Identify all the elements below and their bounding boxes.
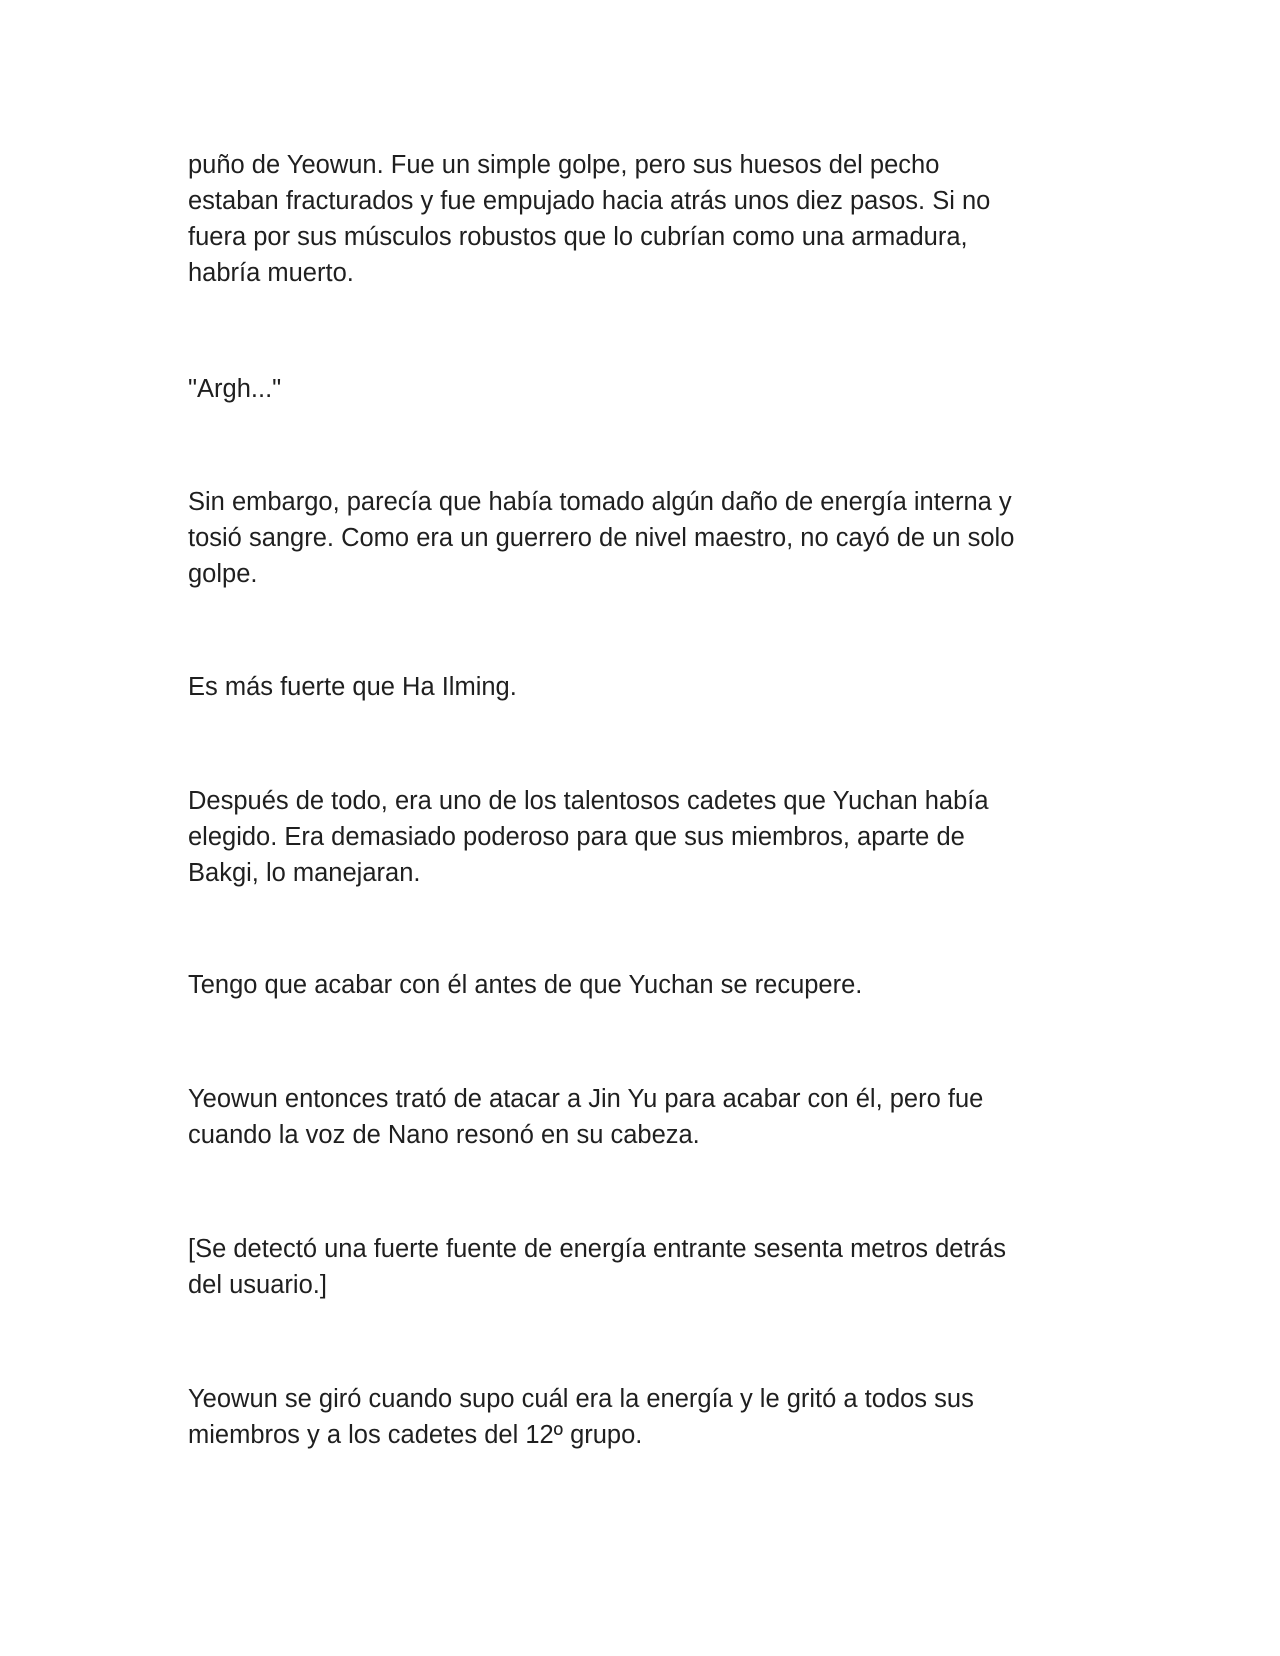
paragraph <box>188 371 281 407</box>
text-line: fuera por sus músculos robustos que lo cubrían como una armadura, <box>188 223 968 251</box>
text-line: puño de Yeowun. Fue un simple golpe, pero sus huesos del pecho <box>188 151 940 179</box>
paragraph <box>188 783 989 891</box>
paragraph <box>188 484 1014 592</box>
text-line: cuando la voz de Nano resonó en su cabeza. <box>188 1121 700 1149</box>
text-line: "Argh..." <box>188 375 282 403</box>
text-line: elegido. Era demasiado poderoso para que sus miembros, aparte de <box>188 823 965 851</box>
text-line: [Se detectó una fuerte fuente de energía entrante sesenta metros detrás <box>188 1235 1006 1263</box>
text-line: Es más fuerte que Ha Ilming. <box>188 673 517 701</box>
text-line: Yeowun se giró cuando supo cuál era la energía y le gritó a todos sus <box>188 1385 974 1413</box>
text-line: Tengo que acabar con él antes de que Yuchan se recupere. <box>188 971 863 999</box>
paragraph <box>188 1081 983 1153</box>
text-line: miembros y a los cadetes del 12º grupo. <box>188 1421 643 1449</box>
text-line: golpe. <box>188 560 258 588</box>
paragraph <box>188 669 517 705</box>
text-line: Sin embargo, parecía que había tomado algún daño de energía interna y <box>188 488 1012 516</box>
text-line: Después de todo, era uno de los talentosos cadetes que Yuchan había <box>188 787 989 815</box>
paragraph <box>188 1381 974 1453</box>
text-line: tosió sangre. Como era un guerrero de nivel maestro, no cayó de un solo <box>188 524 1015 552</box>
text-line: Bakgi, lo manejaran. <box>188 859 421 887</box>
paragraph <box>188 1231 1006 1303</box>
text-line: habría muerto. <box>188 259 354 287</box>
text-line: estaban fracturados y fue empujado hacia atrás unos diez pasos. Si no <box>188 187 991 215</box>
text-line: del usuario.] <box>188 1271 327 1299</box>
paragraph <box>188 147 990 291</box>
paragraph <box>188 967 862 1003</box>
text-line: Yeowun entonces trató de atacar a Jin Yu para acabar con él, pero fue <box>188 1085 984 1113</box>
